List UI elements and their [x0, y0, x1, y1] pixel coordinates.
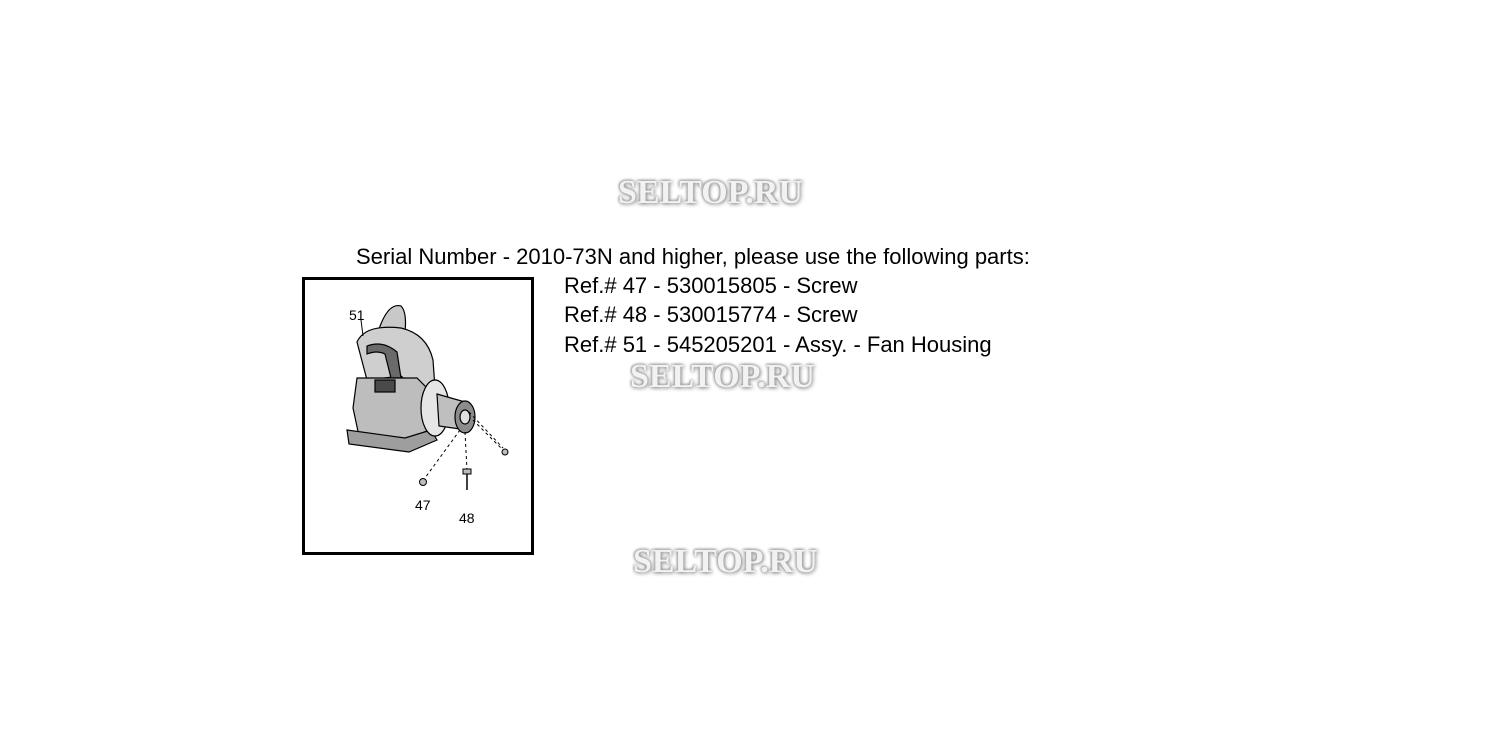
fan-housing-diagram — [302, 277, 534, 555]
part-ref-48: Ref.# 48 - 530015774 - Screw — [564, 302, 858, 327]
part-ref-47: Ref.# 47 - 530015805 - Screw — [564, 273, 858, 298]
part-ref-51: Ref.# 51 - 545205201 - Assy. - Fan Housing — [564, 332, 992, 357]
watermark: SELTOP.RU — [618, 174, 803, 211]
fan-housing-illustration — [305, 280, 531, 552]
watermark: SELTOP.RU — [630, 358, 815, 395]
screw-parts — [420, 449, 509, 490]
callout-51: 51 — [349, 307, 365, 323]
callout-47: 47 — [415, 497, 431, 513]
callout-48: 48 — [459, 510, 475, 526]
watermark: SELTOP.RU — [633, 543, 818, 580]
serial-number-note: Serial Number - 2010-73N and higher, please use the following parts: — [356, 244, 1030, 269]
fan-housing-shape — [347, 306, 475, 452]
